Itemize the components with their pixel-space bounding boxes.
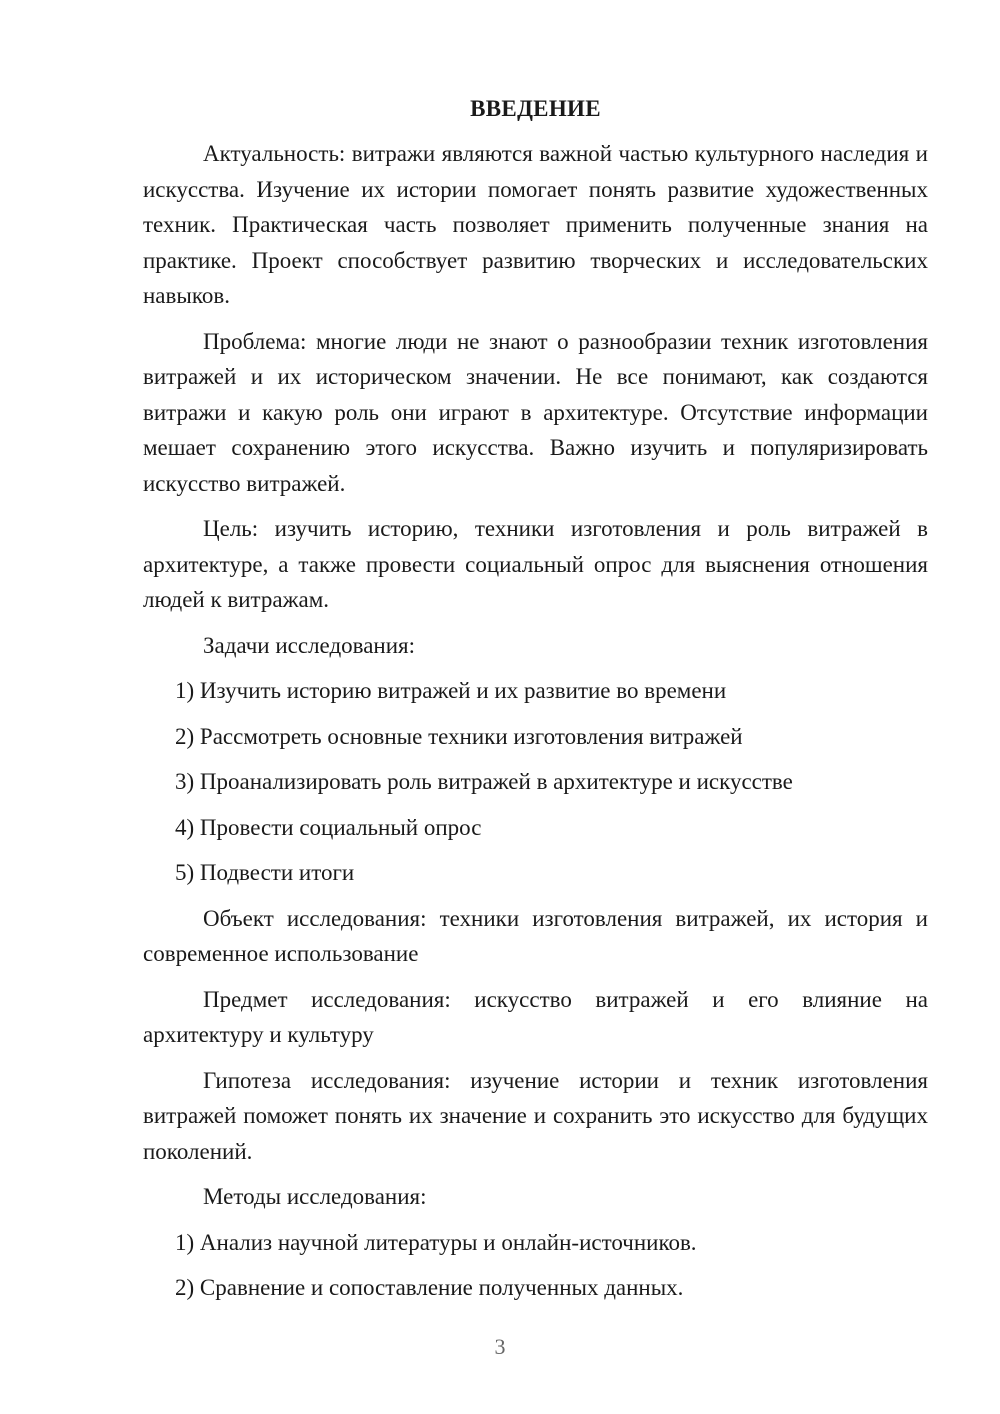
task-item: 3) Проанализировать роль витражей в архитектуре и искусстве: [175, 769, 793, 794]
problem-paragraph: Проблема: многие люди не знают о разнообразии техник изготовления витражей и их историческом значении. Не все понимают, как создаются витражи и какую роль они играют в архитектуре. Отсутствие информации мешает сохранению этого искусства. Важно изучить и популяризировать искусство витражей.: [143, 328, 928, 496]
section-heading: ВВЕДЕНИЕ: [470, 96, 601, 121]
methods-label: Методы исследования:: [203, 1184, 427, 1209]
task-item: 4) Провести социальный опрос: [175, 814, 482, 840]
tasks-label: Задачи исследования:: [203, 632, 416, 658]
hypothesis-paragraph: Гипотеза исследования: изучение истории и техник изготовления витражей поможет понять их значение и сохранить это искусство для будущих поколений.: [143, 1067, 928, 1164]
method-item: 1) Анализ научной литературы и онлайн-источников.: [175, 1229, 697, 1255]
goal-paragraph: Цель: изучить историю, техники изготовления и роль витражей в архитектуре, а также провести социальный опрос для выяснения отношения людей к витражам.: [143, 516, 928, 612]
document-page: [143, 96, 928, 1316]
object-paragraph: Объект исследования: техники изготовления витражей, их история и современное использование: [143, 905, 928, 966]
task-item: 1) Изучить историю витражей и их развитие во времени: [175, 678, 727, 703]
relevance-paragraph: Актуальность: витражи являются важной частью культурного наследия и искусства. Изучение их истории помогает понять развитие художественных техник. Практическая часть позволяет применить полученные знания на практике. Проект способствует развитию творческих и исследовательских навыков.: [143, 141, 928, 308]
task-item: 5) Подвести итоги: [175, 860, 355, 885]
methods-list: [143, 1225, 928, 1306]
page-number: 3: [494, 1334, 506, 1359]
method-item: 2) Сравнение и сопоставление полученных данных.: [175, 1275, 684, 1300]
subject-paragraph: Предмет исследования: искусство витражей и его влияние на архитектуру и культуру: [143, 986, 928, 1047]
tasks-list: [143, 673, 928, 891]
task-item: 2) Рассмотреть основные техники изготовления витражей: [175, 723, 743, 749]
